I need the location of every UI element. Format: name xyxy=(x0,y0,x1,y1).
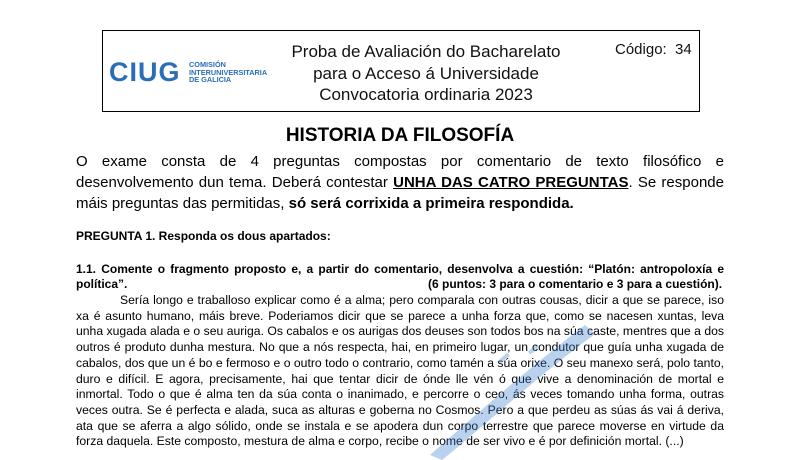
points-note: (6 puntos: 3 para o comentario e 3 para a cuestión). xyxy=(428,277,723,291)
question-title: PREGUNTA 1. Responda os dous apartados: xyxy=(76,229,331,243)
logo-mark: CIUG xyxy=(109,57,181,87)
text-fragment: Sería longo e traballoso explicar como é a alma; pero comparala con outras cousas, dicir a que se parece, iso xa é asunto humano, máis breve. Poderiamos dicir que se parece a unha forza que, como se nacesen xuntas, leva unha xugada alada e o seu auriga. Os cabalos e os aurigas dos deuses son todos bos na súa caste, mentres que a dos outros é produto dunha mestura. No que a nós respecta, hai, en primeiro lugar, un condutor que guía unha xugada de cabalos, dos que un é bo e fermoso e o outro todo o contrario, como tamén a súa orixe. O seu manexo será, polo tanto, duro e difícil. E agora, precisamente, hai que tentar dicir de ónde lle vén ó que vive a denominación de mortal e inmortal. Todo o que é alma ten da súa conta o inanimado, e percorre o ceo, ás veces tomando unha forma, outras veces outra. Se é perfecta e alada, suca as alturas e goberna no Cosmos. Pero a que perdeu as súas ás vai á deriva, ata que se aferra a algo sólido, onde se instala e se apodera dun corpo terrestre que parece moverse en virtude da forza daquela. Este composto, mestura de alma e corpo, recibe o nome de ser vivo e é por definición mortal. (...) xyxy=(76,293,724,449)
code-value: 34 xyxy=(675,41,692,58)
exam-title-line: Convocatoria ordinaria 2023 xyxy=(319,85,533,104)
logo-line: COMISIÓN xyxy=(189,60,226,69)
instructions-text: . Se responde máis preguntas das permitidas, xyxy=(76,174,724,212)
instructions-warning: só será corrixida a primeira respondida. xyxy=(288,195,574,212)
exam-title xyxy=(253,41,599,106)
exam-title-line: para o Acceso á Universidade xyxy=(313,63,539,83)
logo-line: INTERUNIVERSITARIA xyxy=(189,67,268,77)
exam-title-line: Proba de Avaliación do Bacharelato xyxy=(291,42,561,61)
logo-line: DE GALICIA xyxy=(189,75,232,85)
exam-instructions xyxy=(76,151,724,214)
instructions-text: O exame consta de 4 preguntas compostas por comentario de texto filosófico e desenvolvemento dun tema. Deberá contestar xyxy=(76,153,724,191)
exam-code xyxy=(615,41,692,58)
code-label: Código: xyxy=(615,41,667,58)
subquestion-text: 1.1. Comente o fragmento proposto e, a partir do comentario, desenvolva a cuestión: “Platón: antropoloxía e política”. xyxy=(76,262,724,291)
exam-header xyxy=(102,30,700,112)
instructions-emphasis: UNHA DAS CATRO PREGUNTAS xyxy=(393,174,629,191)
subject-title: HISTORIA DA FILOSOFÍA xyxy=(285,125,515,146)
